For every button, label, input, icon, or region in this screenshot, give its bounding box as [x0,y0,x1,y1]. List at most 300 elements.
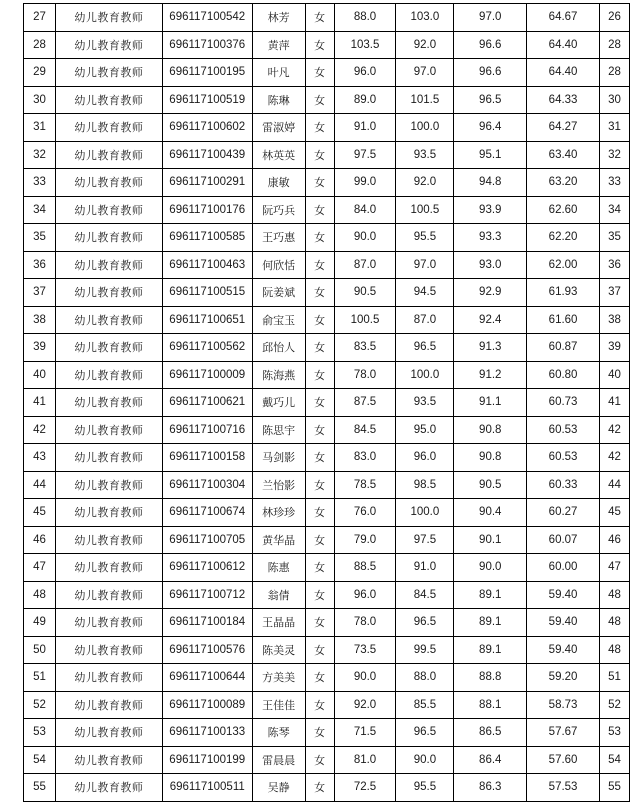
table-row [24,251,630,279]
cell-gender: 女 [305,499,334,527]
cell-score-2: 96.0 [396,444,454,472]
cell-rank: 53 [599,719,629,747]
cell-name: 林英英 [252,141,305,169]
cell-gender: 女 [305,664,334,692]
cell-score-2: 103.0 [396,4,454,32]
cell-score-1: 78.0 [334,609,396,637]
cell-score-1: 73.5 [334,636,396,664]
cell-seq-no: 37 [24,279,56,307]
cell-total: 63.20 [527,169,600,197]
cell-score-2: 95.0 [396,416,454,444]
cell-exam-id: 696117100644 [162,664,252,692]
cell-score-1: 84.5 [334,416,396,444]
cell-exam-id: 696117100576 [162,636,252,664]
cell-total: 60.00 [527,554,600,582]
cell-score-1: 88.5 [334,554,396,582]
cell-score-3: 86.5 [454,719,527,747]
cell-gender: 女 [305,609,334,637]
cell-total: 63.40 [527,141,600,169]
cell-position: 幼儿教育教师 [55,774,162,802]
cell-score-3: 89.1 [454,581,527,609]
table-row [24,114,630,142]
cell-score-2: 98.5 [396,471,454,499]
cell-name: 黄萍 [252,31,305,59]
cell-exam-id: 696117100009 [162,361,252,389]
cell-position: 幼儿教育教师 [55,169,162,197]
cell-position: 幼儿教育教师 [55,664,162,692]
cell-score-1: 81.0 [334,746,396,774]
cell-position: 幼儿教育教师 [55,224,162,252]
cell-score-3: 96.4 [454,114,527,142]
cell-total: 64.40 [527,31,600,59]
cell-seq-no: 28 [24,31,56,59]
cell-score-2: 100.5 [396,196,454,224]
cell-total: 59.40 [527,636,600,664]
cell-position: 幼儿教育教师 [55,4,162,32]
cell-score-2: 96.5 [396,334,454,362]
cell-name: 王晶晶 [252,609,305,637]
cell-seq-no: 38 [24,306,56,334]
cell-position: 幼儿教育教师 [55,306,162,334]
cell-rank: 41 [599,389,629,417]
cell-name: 陈美灵 [252,636,305,664]
cell-rank: 31 [599,114,629,142]
table-body [24,4,630,802]
cell-score-1: 96.0 [334,59,396,87]
cell-exam-id: 696117100304 [162,471,252,499]
cell-score-1: 83.0 [334,444,396,472]
table-row [24,581,630,609]
cell-total: 60.80 [527,361,600,389]
cell-exam-id: 696117100463 [162,251,252,279]
cell-exam-id: 696117100199 [162,746,252,774]
cell-score-2: 97.5 [396,526,454,554]
table-row [24,224,630,252]
cell-name: 雷淑婷 [252,114,305,142]
cell-gender: 女 [305,416,334,444]
cell-score-2: 84.5 [396,581,454,609]
cell-score-3: 90.8 [454,444,527,472]
cell-seq-no: 27 [24,4,56,32]
cell-exam-id: 696117100511 [162,774,252,802]
cell-total: 64.33 [527,86,600,114]
cell-score-3: 93.9 [454,196,527,224]
cell-position: 幼儿教育教师 [55,86,162,114]
cell-seq-no: 40 [24,361,56,389]
cell-rank: 38 [599,306,629,334]
cell-score-3: 88.8 [454,664,527,692]
cell-gender: 女 [305,361,334,389]
cell-score-2: 91.0 [396,554,454,582]
cell-score-2: 95.5 [396,774,454,802]
cell-rank: 37 [599,279,629,307]
cell-score-2: 94.5 [396,279,454,307]
cell-seq-no: 34 [24,196,56,224]
cell-name: 戴巧儿 [252,389,305,417]
cell-score-3: 96.6 [454,59,527,87]
table-row [24,169,630,197]
cell-seq-no: 47 [24,554,56,582]
cell-exam-id: 696117100716 [162,416,252,444]
cell-gender: 女 [305,59,334,87]
cell-name: 林珍珍 [252,499,305,527]
cell-total: 57.60 [527,746,600,774]
cell-score-3: 96.5 [454,86,527,114]
cell-position: 幼儿教育教师 [55,636,162,664]
cell-seq-no: 53 [24,719,56,747]
cell-gender: 女 [305,581,334,609]
cell-position: 幼儿教育教师 [55,691,162,719]
table-row [24,196,630,224]
table-row [24,609,630,637]
cell-exam-id: 696117100612 [162,554,252,582]
cell-name: 陈惠 [252,554,305,582]
cell-score-2: 85.5 [396,691,454,719]
cell-score-1: 71.5 [334,719,396,747]
cell-score-3: 95.1 [454,141,527,169]
cell-name: 叶凡 [252,59,305,87]
cell-seq-no: 43 [24,444,56,472]
cell-rank: 42 [599,416,629,444]
cell-exam-id: 696117100439 [162,141,252,169]
cell-rank: 46 [599,526,629,554]
cell-gender: 女 [305,774,334,802]
cell-total: 62.00 [527,251,600,279]
cell-score-3: 89.1 [454,636,527,664]
cell-gender: 女 [305,444,334,472]
cell-name: 陈琳 [252,86,305,114]
cell-total: 59.40 [527,609,600,637]
cell-score-1: 91.0 [334,114,396,142]
cell-position: 幼儿教育教师 [55,554,162,582]
cell-exam-id: 696117100515 [162,279,252,307]
table-row [24,471,630,499]
table-row [24,4,630,32]
cell-score-3: 88.1 [454,691,527,719]
cell-score-1: 90.0 [334,664,396,692]
cell-name: 马剑影 [252,444,305,472]
cell-seq-no: 49 [24,609,56,637]
table-row [24,444,630,472]
cell-total: 61.93 [527,279,600,307]
table-row [24,334,630,362]
cell-exam-id: 696117100133 [162,719,252,747]
table-row [24,86,630,114]
cell-seq-no: 29 [24,59,56,87]
cell-score-1: 90.0 [334,224,396,252]
cell-score-2: 96.5 [396,719,454,747]
cell-score-1: 100.5 [334,306,396,334]
cell-seq-no: 39 [24,334,56,362]
cell-exam-id: 696117100674 [162,499,252,527]
cell-seq-no: 51 [24,664,56,692]
cell-score-1: 78.0 [334,361,396,389]
cell-seq-no: 30 [24,86,56,114]
cell-exam-id: 696117100651 [162,306,252,334]
cell-rank: 48 [599,609,629,637]
cell-name: 陈海燕 [252,361,305,389]
cell-total: 60.53 [527,444,600,472]
cell-score-1: 83.5 [334,334,396,362]
cell-total: 59.40 [527,581,600,609]
cell-seq-no: 36 [24,251,56,279]
cell-score-2: 97.0 [396,59,454,87]
cell-rank: 30 [599,86,629,114]
cell-gender: 女 [305,279,334,307]
cell-score-3: 89.1 [454,609,527,637]
cell-total: 60.27 [527,499,600,527]
cell-total: 60.07 [527,526,600,554]
cell-position: 幼儿教育教师 [55,526,162,554]
cell-score-2: 95.5 [396,224,454,252]
cell-name: 俞宝玉 [252,306,305,334]
cell-name: 黄华晶 [252,526,305,554]
cell-rank: 35 [599,224,629,252]
cell-seq-no: 32 [24,141,56,169]
cell-gender: 女 [305,746,334,774]
cell-rank: 52 [599,691,629,719]
cell-score-2: 96.5 [396,609,454,637]
table-row [24,279,630,307]
cell-score-2: 100.0 [396,499,454,527]
cell-name: 阮姜斌 [252,279,305,307]
cell-total: 59.20 [527,664,600,692]
cell-score-1: 92.0 [334,691,396,719]
cell-score-3: 90.5 [454,471,527,499]
cell-position: 幼儿教育教师 [55,471,162,499]
cell-exam-id: 696117100089 [162,691,252,719]
cell-gender: 女 [305,471,334,499]
cell-gender: 女 [305,86,334,114]
cell-seq-no: 41 [24,389,56,417]
cell-score-1: 84.0 [334,196,396,224]
cell-rank: 34 [599,196,629,224]
cell-position: 幼儿教育教师 [55,334,162,362]
cell-rank: 45 [599,499,629,527]
cell-position: 幼儿教育教师 [55,416,162,444]
cell-total: 60.53 [527,416,600,444]
cell-seq-no: 52 [24,691,56,719]
cell-seq-no: 33 [24,169,56,197]
cell-gender: 女 [305,719,334,747]
table-row [24,691,630,719]
cell-rank: 42 [599,444,629,472]
cell-score-3: 86.4 [454,746,527,774]
cell-gender: 女 [305,306,334,334]
cell-position: 幼儿教育教师 [55,361,162,389]
table-row [24,361,630,389]
cell-score-2: 93.5 [396,389,454,417]
cell-total: 58.73 [527,691,600,719]
cell-rank: 54 [599,746,629,774]
cell-exam-id: 696117100519 [162,86,252,114]
table-row [24,664,630,692]
cell-score-3: 92.9 [454,279,527,307]
cell-name: 林芳 [252,4,305,32]
cell-exam-id: 696117100195 [162,59,252,87]
cell-seq-no: 48 [24,581,56,609]
cell-position: 幼儿教育教师 [55,746,162,774]
cell-rank: 28 [599,31,629,59]
cell-name: 王巧惠 [252,224,305,252]
cell-score-2: 97.0 [396,251,454,279]
cell-total: 60.73 [527,389,600,417]
cell-score-1: 76.0 [334,499,396,527]
cell-seq-no: 45 [24,499,56,527]
cell-gender: 女 [305,224,334,252]
cell-gender: 女 [305,691,334,719]
cell-position: 幼儿教育教师 [55,444,162,472]
cell-rank: 51 [599,664,629,692]
cell-gender: 女 [305,251,334,279]
cell-score-2: 100.0 [396,361,454,389]
cell-name: 陈琴 [252,719,305,747]
cell-name: 邱怡人 [252,334,305,362]
cell-exam-id: 696117100621 [162,389,252,417]
cell-seq-no: 35 [24,224,56,252]
table-row [24,746,630,774]
cell-name: 兰怡影 [252,471,305,499]
cell-seq-no: 42 [24,416,56,444]
cell-score-1: 97.5 [334,141,396,169]
cell-score-2: 88.0 [396,664,454,692]
cell-total: 57.67 [527,719,600,747]
cell-score-3: 96.6 [454,31,527,59]
cell-name: 翁倩 [252,581,305,609]
cell-gender: 女 [305,114,334,142]
cell-exam-id: 696117100158 [162,444,252,472]
cell-rank: 48 [599,636,629,664]
cell-score-3: 91.3 [454,334,527,362]
table-row [24,774,630,802]
cell-position: 幼儿教育教师 [55,279,162,307]
cell-name: 何欣恬 [252,251,305,279]
cell-score-1: 78.5 [334,471,396,499]
cell-rank: 28 [599,59,629,87]
cell-score-2: 90.0 [396,746,454,774]
cell-score-3: 92.4 [454,306,527,334]
cell-total: 60.87 [527,334,600,362]
table-row [24,306,630,334]
cell-name: 方美美 [252,664,305,692]
cell-rank: 39 [599,334,629,362]
cell-gender: 女 [305,196,334,224]
table-row [24,554,630,582]
cell-exam-id: 696117100585 [162,224,252,252]
cell-total: 62.60 [527,196,600,224]
cell-rank: 36 [599,251,629,279]
cell-score-1: 103.5 [334,31,396,59]
cell-position: 幼儿教育教师 [55,31,162,59]
cell-name: 康敏 [252,169,305,197]
cell-exam-id: 696117100562 [162,334,252,362]
cell-gender: 女 [305,526,334,554]
cell-rank: 44 [599,471,629,499]
cell-position: 幼儿教育教师 [55,141,162,169]
cell-gender: 女 [305,141,334,169]
cell-score-1: 89.0 [334,86,396,114]
cell-name: 雷晨晨 [252,746,305,774]
table-row [24,389,630,417]
cell-seq-no: 46 [24,526,56,554]
cell-score-3: 90.4 [454,499,527,527]
cell-seq-no: 50 [24,636,56,664]
cell-score-1: 88.0 [334,4,396,32]
cell-score-1: 72.5 [334,774,396,802]
cell-rank: 32 [599,141,629,169]
cell-score-2: 101.5 [396,86,454,114]
cell-exam-id: 696117100184 [162,609,252,637]
table-row [24,59,630,87]
cell-position: 幼儿教育教师 [55,609,162,637]
cell-position: 幼儿教育教师 [55,499,162,527]
score-table [23,3,630,802]
cell-gender: 女 [305,636,334,664]
cell-position: 幼儿教育教师 [55,196,162,224]
cell-position: 幼儿教育教师 [55,581,162,609]
cell-score-2: 87.0 [396,306,454,334]
cell-score-2: 92.0 [396,31,454,59]
cell-name: 陈思宇 [252,416,305,444]
cell-total: 57.53 [527,774,600,802]
cell-score-1: 90.5 [334,279,396,307]
cell-score-1: 79.0 [334,526,396,554]
cell-total: 62.20 [527,224,600,252]
cell-exam-id: 696117100602 [162,114,252,142]
cell-gender: 女 [305,389,334,417]
cell-score-1: 96.0 [334,581,396,609]
cell-position: 幼儿教育教师 [55,389,162,417]
cell-exam-id: 696117100705 [162,526,252,554]
cell-rank: 40 [599,361,629,389]
cell-score-3: 90.0 [454,554,527,582]
cell-score-3: 94.8 [454,169,527,197]
cell-gender: 女 [305,334,334,362]
cell-score-3: 93.0 [454,251,527,279]
table-row [24,141,630,169]
cell-score-2: 92.0 [396,169,454,197]
cell-score-1: 87.5 [334,389,396,417]
cell-score-3: 91.1 [454,389,527,417]
cell-total: 64.27 [527,114,600,142]
cell-total: 60.33 [527,471,600,499]
cell-position: 幼儿教育教师 [55,114,162,142]
cell-seq-no: 55 [24,774,56,802]
cell-name: 吴静 [252,774,305,802]
table-row [24,416,630,444]
cell-name: 阮巧兵 [252,196,305,224]
score-sheet [23,3,630,802]
table-row [24,499,630,527]
cell-score-2: 99.5 [396,636,454,664]
cell-gender: 女 [305,31,334,59]
cell-rank: 48 [599,581,629,609]
cell-exam-id: 696117100291 [162,169,252,197]
table-row [24,719,630,747]
cell-exam-id: 696117100376 [162,31,252,59]
cell-name: 王佳佳 [252,691,305,719]
cell-rank: 55 [599,774,629,802]
cell-position: 幼儿教育教师 [55,251,162,279]
cell-rank: 33 [599,169,629,197]
cell-score-1: 87.0 [334,251,396,279]
cell-gender: 女 [305,169,334,197]
cell-seq-no: 54 [24,746,56,774]
cell-seq-no: 44 [24,471,56,499]
cell-rank: 47 [599,554,629,582]
cell-position: 幼儿教育教师 [55,59,162,87]
cell-score-3: 97.0 [454,4,527,32]
